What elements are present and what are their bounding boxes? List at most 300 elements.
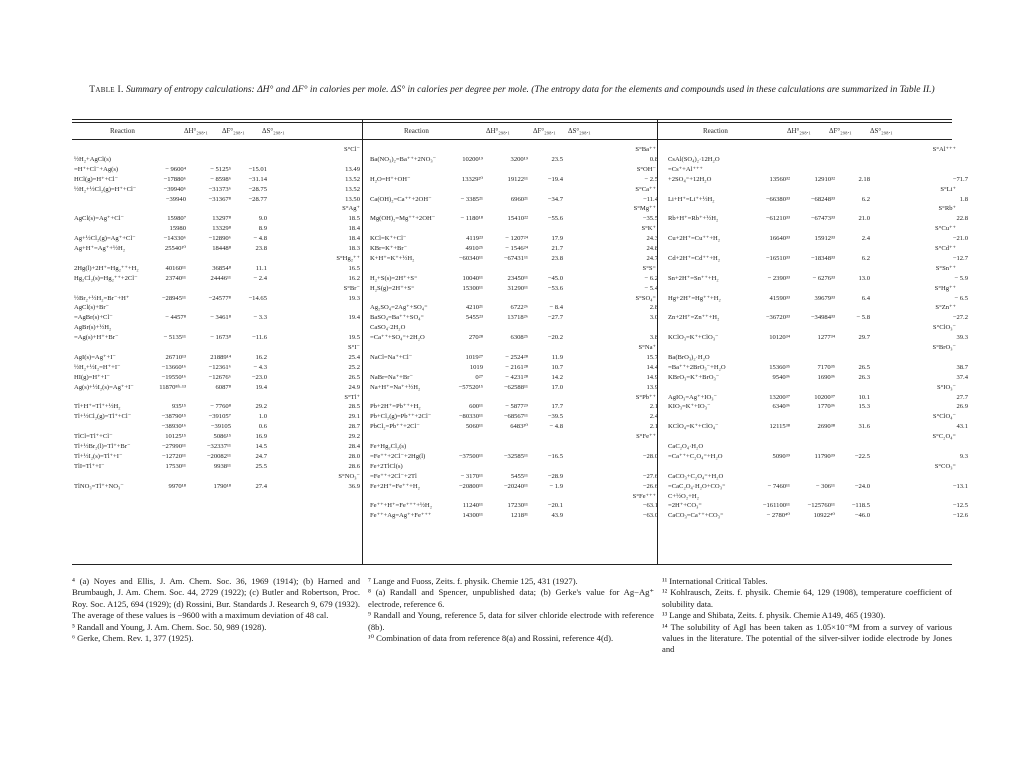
ion-entropy-cell: 26.5 xyxy=(348,373,360,381)
delta-f-cell: 15410²² xyxy=(507,215,528,223)
footnote: ¹² Kohlrausch, Zeits. f. physik. Chemie 64, 129 (1908), temperature coefficient of solubility data. xyxy=(662,587,952,609)
delta-f-cell: 13297⁸ xyxy=(212,215,231,223)
delta-s-cell: −55.6 xyxy=(547,215,563,223)
delta-s-cell: 15.3 xyxy=(858,403,870,411)
reaction-cell: Fe+2TlCl(s) xyxy=(370,462,403,470)
delta-f-cell: 6722²⁶ xyxy=(510,304,528,312)
delta-f-cell: − 1673⁸ xyxy=(210,334,231,342)
reaction-cell: AgCl(s)+Br⁻ xyxy=(74,304,110,312)
delta-s-cell: −118.5 xyxy=(851,502,870,510)
reaction-cell: K+H⁺=K⁺+½H₂ xyxy=(370,254,415,262)
ion-entropy-cell: 14.4 xyxy=(646,363,658,371)
ion-entropy-cell: 14.9 xyxy=(646,373,658,381)
ion-entropy-label: S°Ba⁺⁺ xyxy=(635,146,656,153)
ion-entropy-cell: −13.1 xyxy=(952,482,968,490)
delta-f-cell: 6308²⁵ xyxy=(510,334,528,342)
header-delta-h: ΔH°₂₉₈.₁ xyxy=(787,127,811,135)
delta-h-cell: 15300¹¹ xyxy=(462,284,483,292)
delta-s-cell: 11.1 xyxy=(255,264,267,272)
delta-h-cell: 5090³⁹ xyxy=(772,452,790,460)
reaction-cell: HCl(g)=H⁺+Cl⁻ xyxy=(74,175,119,183)
header-reaction: Reaction xyxy=(110,127,135,135)
delta-s-cell: − 8.4 xyxy=(549,304,563,312)
reaction-cell: CaCO₃=Ca⁺⁺+CO₃⁼ xyxy=(668,512,724,520)
delta-s-cell: 31.6 xyxy=(858,423,870,431)
header-delta-f: ΔF°₂₉₈.₁ xyxy=(222,127,245,135)
ion-entropy-label: S°K⁺ xyxy=(641,225,656,233)
delta-h-cell: − 9600⁴ xyxy=(165,165,186,173)
reaction-cell: CaC₂O₄·H₂O xyxy=(668,443,704,450)
reaction-cell: Li+H⁺=Li⁺+½H₂ xyxy=(668,195,715,203)
delta-h-cell: −20800¹¹ xyxy=(458,482,483,490)
delta-f-cell: 10200³⁷ xyxy=(814,393,835,401)
header-delta-h: ΔH°₂₉₈.₁ xyxy=(184,127,208,135)
delta-s-cell: 9.0 xyxy=(258,215,267,223)
reaction-cell: 2Hg(l)+2H⁺=Hg₂⁺⁺+H₂ xyxy=(74,264,139,272)
delta-s-cell: −39.5 xyxy=(547,413,563,421)
ion-entropy-cell: 29.2 xyxy=(348,433,360,441)
delta-s-cell: 8.9 xyxy=(258,225,267,233)
delta-h-cell: 23740¹¹ xyxy=(165,274,186,282)
delta-s-cell: 10.1 xyxy=(858,393,870,401)
reaction-cell: HI(g)=H⁺+I⁻ xyxy=(74,373,111,381)
delta-h-cell: − 7460¹¹ xyxy=(767,482,790,490)
delta-h-cell: 10125¹⁵ xyxy=(165,433,186,441)
delta-s-cell: − 4.3 xyxy=(253,363,267,371)
delta-f-cell: −12361⁶ xyxy=(208,363,231,371)
reaction-cell: CsAl(SO₄)₂·12H₂O xyxy=(668,155,720,163)
footnote: ⁹ Randall and Young, reference 5, data for silver chloride electrode with reference (8b). xyxy=(368,610,654,632)
delta-h-cell: −16510³³ xyxy=(765,254,790,262)
table-bottom-rule xyxy=(72,564,952,565)
delta-f-cell: 1218³¹ xyxy=(510,512,528,520)
delta-f-cell: 3200¹⁹ xyxy=(510,155,528,163)
header-reaction: Reaction xyxy=(404,127,429,135)
reaction-cell: =Ca⁺⁺+SO₄⁼+2H₂O xyxy=(370,334,425,342)
delta-f-cell: −12676⁶ xyxy=(208,373,231,381)
delta-s-cell: −23.0 xyxy=(251,373,267,381)
delta-h-cell: −60340¹¹ xyxy=(458,254,483,262)
delta-f-cell: − 2161²⁸ xyxy=(505,363,528,371)
ion-entropy-cell: 18.4 xyxy=(348,235,360,243)
delta-s-cell: −20.1 xyxy=(547,502,563,510)
delta-f-cell: −67431¹¹ xyxy=(503,254,528,262)
delta-s-cell: 23.8 xyxy=(551,254,563,262)
delta-s-cell: − 3.3 xyxy=(253,314,267,322)
header-reaction: Reaction xyxy=(703,127,728,135)
delta-s-cell: −20.2 xyxy=(547,334,563,342)
ion-entropy-cell: − 6.5 xyxy=(954,294,968,302)
delta-h-cell: 5060¹¹ xyxy=(465,423,483,431)
delta-s-cell: 26.3 xyxy=(858,373,870,381)
delta-h-cell: 12115³⁸ xyxy=(769,423,790,431)
delta-h-cell: 9540³⁶ xyxy=(772,373,790,381)
reaction-cell: Sn+2H⁺=Sn⁺⁺+H₂ xyxy=(668,274,719,282)
delta-h-cell: 15360³⁵ xyxy=(769,363,790,371)
delta-h-cell: 935¹⁵ xyxy=(171,403,186,411)
delta-h-cell: − 4457⁸ xyxy=(165,314,186,322)
delta-f-cell: 31290¹¹ xyxy=(507,284,528,292)
footnote: ¹¹ International Critical Tables. xyxy=(662,576,768,586)
ion-entropy-cell: 16.5 xyxy=(348,264,360,272)
reaction-cell: =Fe⁺⁺+2Cl⁻+2Tl xyxy=(370,472,417,480)
delta-s-cell: −34.7 xyxy=(547,195,563,203)
ion-entropy-cell: 18.5 xyxy=(348,215,360,223)
ion-entropy-cell: −11.4 xyxy=(642,195,658,203)
reaction-cell: Fe⁺⁺+H⁺=Fe⁺⁺⁺+½H₂ xyxy=(370,502,432,510)
ion-entropy-cell: 28.6 xyxy=(348,462,360,470)
delta-s-cell: 17.9 xyxy=(551,235,563,243)
delta-s-cell: − 1.9 xyxy=(549,482,563,490)
delta-f-cell: 23450¹¹ xyxy=(507,274,528,282)
delta-h-cell: 16640³³ xyxy=(769,235,790,243)
ion-entropy-cell: 1.8 xyxy=(959,195,968,203)
ion-entropy-cell: −27.2 xyxy=(952,314,968,322)
ion-entropy-cell: 25.2 xyxy=(348,363,360,371)
table-header-rule xyxy=(72,139,952,140)
reaction-cell: TlNO₃=Tl⁺+NO₃⁻ xyxy=(74,482,124,490)
reaction-cell: Ag+H⁺=Ag⁺+½H₂ xyxy=(74,245,126,252)
delta-s-cell: −45.0 xyxy=(547,274,563,282)
ion-entropy-label: S°Rb⁺ xyxy=(938,205,956,213)
footnotes-col-3 xyxy=(662,576,952,656)
delta-s-cell: 10.7 xyxy=(551,363,563,371)
delta-f-cell: −20240¹¹ xyxy=(503,482,528,490)
delta-s-cell: 23.8 xyxy=(255,245,267,252)
ion-entropy-cell: 13.52 xyxy=(345,175,360,183)
ion-entropy-label: S°ClO₃⁻ xyxy=(932,324,956,332)
delta-f-cell: 11790³⁹ xyxy=(814,452,835,460)
delta-f-cell: − 3461⁸ xyxy=(210,314,231,322)
ion-entropy-cell: 2.1 xyxy=(649,423,658,431)
reaction-cell: Pb+Cl₂(g)=Pb⁺⁺+2Cl⁻ xyxy=(370,413,432,421)
reaction-cell: Zn+2H⁺=Zn⁺⁺+H₂ xyxy=(668,314,720,322)
delta-f-cell: 1770³⁶ xyxy=(817,403,835,411)
delta-h-cell: 17530¹¹ xyxy=(165,462,186,470)
header-delta-f: ΔF°₂₉₈.₁ xyxy=(829,127,852,135)
delta-h-cell: 600¹¹ xyxy=(469,403,483,411)
reaction-cell: Fe⁺⁺+Ag=Ag⁺+Fe⁺⁺⁺ xyxy=(370,512,432,520)
delta-s-cell: −24.0 xyxy=(854,482,870,490)
ion-entropy-label: S°Hg₂⁺⁺ xyxy=(336,254,360,262)
delta-h-cell: 10200¹⁹ xyxy=(462,155,483,163)
delta-h-cell: 13329²⁰ xyxy=(461,175,483,183)
reaction-cell: =AgBr(s)+Cl⁻ xyxy=(74,314,113,322)
delta-h-cell: 0²⁷ xyxy=(475,373,483,381)
reaction-cell: Fe+2H⁺=Fe⁺⁺+H₂ xyxy=(370,482,420,490)
ion-entropy-cell: 9.3 xyxy=(959,452,968,460)
ion-entropy-label: S°Ca⁺⁺ xyxy=(635,185,656,193)
reaction-cell: Na+H⁺=Na⁺+½H₂ xyxy=(370,383,421,391)
reaction-cell: Tl+½I₂(s)=Tl⁺+I⁻ xyxy=(74,452,123,460)
delta-s-cell: −19.4 xyxy=(547,175,563,183)
delta-s-cell: 23.5 xyxy=(551,155,563,163)
delta-h-cell: −37500¹¹ xyxy=(458,452,483,460)
ion-entropy-cell: 29.1 xyxy=(348,413,360,421)
delta-f-cell: 19122¹¹ xyxy=(507,175,528,183)
delta-h-cell: 15980 xyxy=(169,225,186,233)
delta-h-cell: 11240¹¹ xyxy=(462,502,483,510)
reaction-cell: ½H₂+½I₂=H⁺+I⁻ xyxy=(74,363,121,371)
ion-entropy-cell: 28.5 xyxy=(348,403,360,411)
delta-f-cell: − 8598⁶ xyxy=(210,175,231,183)
delta-h-cell: 5455²³ xyxy=(465,314,483,322)
delta-s-cell: − 4.8 xyxy=(253,235,267,243)
ion-entropy-cell: 26.9 xyxy=(956,403,968,411)
reaction-cell: ½Br₂+½H₂=Br⁻+H⁺ xyxy=(74,294,130,302)
ion-entropy-cell: 18.4 xyxy=(348,225,360,233)
delta-f-cell: 7170³⁵ xyxy=(817,363,835,371)
delta-s-cell: 43.9 xyxy=(551,512,563,520)
delta-f-cell: − 7760⁸ xyxy=(210,403,231,411)
delta-s-cell: 21.7 xyxy=(551,245,563,252)
delta-f-cell: − 1546²⁴ xyxy=(505,245,528,252)
delta-f-cell: −67473³³ xyxy=(810,215,835,223)
header-delta-s: ΔS°₂₉₈.₁ xyxy=(568,127,591,135)
reaction-cell: H₂S(g)=2H⁺+S⁼ xyxy=(370,284,415,292)
reaction-cell: Pb+2H⁺=Pb⁺⁺+H₂ xyxy=(370,403,421,411)
reaction-cell: KIO₃=K⁺+IO₃⁻ xyxy=(668,403,711,411)
ion-entropy-cell: 2.1 xyxy=(649,403,658,411)
ion-entropy-label: S°Fe⁺⁺⁺ xyxy=(632,492,656,500)
ion-entropy-cell: − 6.2 xyxy=(644,274,658,282)
ion-entropy-cell: 3.8 xyxy=(649,334,658,342)
delta-f-cell: 5086¹⁵ xyxy=(213,433,231,441)
ion-entropy-label: S°Li⁺ xyxy=(940,185,956,193)
delta-f-cell: 10922⁴⁰ xyxy=(813,512,835,520)
delta-h-cell: −14330⁶ xyxy=(163,235,186,243)
reaction-cell: =CaC₂O₄·H₂O+CO₃⁼ xyxy=(668,482,726,490)
delta-s-cell: −28.75 xyxy=(248,185,267,193)
delta-f-cell: − 1207²⁴ xyxy=(505,235,528,243)
footnote: ⁴ (a) Noyes and Ellis, J. Am. Chem. Soc. 36, 1969 (1914); (b) Harned and Brumbaugh, J. Am. Chem. Soc. 44, 2729 (1922); (c) Butler and Robertson, Proc. Roy. Soc. A125, 694 (1929); (d) Rossini, Bur. Standards J. Research 9, 679 (1932). The average of these values is −9600 with a maximum deviation of 48 cal. xyxy=(72,576,360,621)
reaction-cell: =Ca⁺⁺+C₂O₄⁼+H₂O xyxy=(668,452,723,460)
delta-s-cell: 6.2 xyxy=(861,195,870,203)
footnote: ⁸ (a) Randall and Spencer, unpublished data; (b) Gerke's value for Ag−Ag⁺ electrode, reference 6. xyxy=(368,587,654,609)
delta-h-cell: 26710¹³ xyxy=(165,353,186,361)
delta-s-cell: − 2.4 xyxy=(253,274,267,282)
ion-entropy-label: S°Ag⁺ xyxy=(342,205,360,213)
delta-h-cell: −38930¹⁶ xyxy=(161,423,186,431)
footnotes-col-1 xyxy=(72,576,360,644)
delta-h-cell: 4119²³ xyxy=(466,235,483,243)
reaction-cell: CaSO₄·2H₂O xyxy=(370,324,406,332)
table-caption xyxy=(72,84,952,96)
ion-entropy-cell: 28.7 xyxy=(348,423,360,431)
delta-s-cell: −46.0 xyxy=(854,512,870,520)
delta-s-cell: 11.9 xyxy=(551,353,563,361)
ion-entropy-label: S°BrO₃⁻ xyxy=(932,344,956,351)
delta-f-cell: 15912³³ xyxy=(814,235,835,243)
ion-entropy-cell: 27.7 xyxy=(956,393,968,401)
delta-h-cell: 40160¹¹ xyxy=(165,264,186,272)
reaction-cell: Ba(NO₃)₂=Ba⁺⁺+2NO₃⁻ xyxy=(370,155,437,163)
table-label: Table I. xyxy=(89,85,124,95)
delta-f-cell: 1277³⁴ xyxy=(817,334,835,342)
ion-entropy-cell: 22.8 xyxy=(956,215,968,223)
delta-s-cell: 25.5 xyxy=(255,462,267,470)
reaction-cell: =Ba⁺⁺+2BrO₃⁻+H₂O xyxy=(668,363,726,371)
delta-s-cell: 17.7 xyxy=(551,403,563,411)
reaction-cell: Tl+H⁺=Tl⁺+½H₂ xyxy=(74,403,121,411)
ion-entropy-cell: 24.9 xyxy=(348,383,360,391)
reaction-cell: BaSO₄=Ba⁺⁺+SO₄⁼ xyxy=(370,314,424,322)
ion-entropy-label: S°S⁼ xyxy=(642,264,656,272)
delta-f-cell: −31367⁸ xyxy=(208,195,231,203)
ion-entropy-cell: − 5.9 xyxy=(954,274,968,282)
footnotes-col-2 xyxy=(368,576,654,644)
reaction-cell: =Cs⁺+Al⁺⁺⁺ xyxy=(668,165,703,173)
ion-entropy-cell: −26.6 xyxy=(642,482,658,490)
footnote: ⁶ Gerke, Chem. Rev. 1, 377 (1925). xyxy=(72,633,194,644)
delta-s-cell: −28.9 xyxy=(547,472,563,480)
reaction-cell: =Ag(s)+H⁺+Br⁻ xyxy=(74,334,119,342)
reaction-cell: KCl=K⁺+Cl⁻ xyxy=(370,235,407,243)
ion-entropy-cell: −63.0 xyxy=(642,512,658,520)
table-top-rule xyxy=(72,119,952,120)
ion-entropy-cell: −71.7 xyxy=(952,175,968,183)
delta-h-cell: −161100¹¹ xyxy=(762,502,790,510)
ion-entropy-cell: 38.7 xyxy=(956,363,968,371)
reaction-cell: Ba(BrO₃)₂·H₂O xyxy=(668,353,710,361)
footnote: ¹⁰ Combination of data from reference 8(a) and Rossini, reference 4(d). xyxy=(368,633,614,644)
delta-h-cell: − 5135¹¹ xyxy=(163,334,186,342)
reaction-cell: Tl+½Br₂(l)=Tl⁺+Br⁻ xyxy=(74,443,131,450)
ion-entropy-cell: 13.52 xyxy=(345,185,360,193)
reaction-cell: AgI(s)=Ag⁺+I⁻ xyxy=(74,353,116,361)
ion-entropy-cell: 24.8 xyxy=(646,245,658,252)
delta-f-cell: −32585¹¹ xyxy=(503,452,528,460)
reaction-cell: Rb+H⁺=Rb⁺+½H₂ xyxy=(668,215,719,223)
ion-entropy-label: S°Pb⁺⁺ xyxy=(635,393,656,401)
reaction-cell: KBrO₃=K⁺+BrO₃⁻ xyxy=(668,373,720,381)
header-delta-f: ΔF°₂₉₈.₁ xyxy=(533,127,556,135)
delta-f-cell: −68567¹¹ xyxy=(503,413,528,421)
delta-h-cell: 10120³⁴ xyxy=(769,334,790,342)
delta-f-cell: −62588¹¹ xyxy=(503,383,528,391)
ion-entropy-cell: 43.1 xyxy=(956,423,968,431)
ion-entropy-label: S°OH⁻ xyxy=(636,165,656,173)
delta-s-cell: −53.6 xyxy=(547,284,563,292)
ion-entropy-label: S°Tl⁺ xyxy=(344,393,360,401)
delta-f-cell: 13329⁸ xyxy=(212,225,231,233)
ion-entropy-cell: 13.9 xyxy=(646,383,658,391)
table-caption-text: Summary of entropy calculations: ΔH° and ΔF° in calories per mole. ΔS° in calories per degree per mole. (The entropy data for the elements and compounds used in these calculations are summarized in Table II.) xyxy=(126,85,935,95)
delta-f-cell: −125760¹¹ xyxy=(807,502,835,510)
delta-f-cell: −39105 xyxy=(210,423,231,431)
delta-f-cell: 18448⁸ xyxy=(212,245,231,252)
delta-f-cell: −20082¹¹ xyxy=(206,452,231,460)
delta-h-cell: −66380³³ xyxy=(765,195,790,203)
ion-entropy-cell: −12.7 xyxy=(952,254,968,262)
delta-f-cell: 9938¹¹ xyxy=(213,462,231,470)
delta-s-cell: 26.5 xyxy=(858,363,870,371)
ion-entropy-label: S°Na⁺ xyxy=(638,344,656,351)
footnote: ⁷ Lange and Fuoss, Zeits. f. physik. Chemie 125, 431 (1927). xyxy=(368,576,578,586)
delta-h-cell: −13660¹⁶ xyxy=(161,363,186,371)
delta-s-cell: −31.14 xyxy=(248,175,267,183)
delta-s-cell: −14.65 xyxy=(248,294,267,302)
reaction-cell: Ag+½Cl₂(g)=Ag⁺+Cl⁻ xyxy=(74,235,136,243)
delta-h-cell: 14300¹¹ xyxy=(462,512,483,520)
reaction-cell: Ag(s)+½I₂(s)=Ag⁺+I⁻ xyxy=(74,383,134,391)
reaction-cell: Ag₂SO₄=2Ag⁺+SO₄⁼ xyxy=(370,304,428,312)
delta-f-cell: −12890⁶ xyxy=(208,235,231,243)
delta-s-cell: 16.2 xyxy=(255,353,267,361)
reaction-cell: Fe+Hg₂Cl₂(s) xyxy=(370,443,407,450)
ion-entropy-cell: 2.4 xyxy=(649,413,658,421)
ion-entropy-cell: −35.5 xyxy=(642,215,658,223)
delta-s-cell: −11.6 xyxy=(251,334,267,342)
delta-s-cell: −22.5 xyxy=(854,452,870,460)
ion-entropy-cell: −27.6 xyxy=(642,472,658,480)
delta-s-cell: 13.0 xyxy=(858,274,870,282)
footnote: ¹⁴ The solubility of AgI has been taken as 1.05×10⁻⁸M from a survey of various values in the literature. The potential of the silver-silver iodide electrode by Jones and xyxy=(662,621,952,655)
ion-entropy-cell: − 5.4 xyxy=(644,284,658,292)
ion-entropy-label: S°Sn⁺⁺ xyxy=(935,264,956,272)
ion-entropy-cell: −12.5 xyxy=(952,502,968,510)
header-delta-s: ΔS°₂₉₈.₁ xyxy=(262,127,285,135)
delta-s-cell: − 5.8 xyxy=(856,314,870,322)
delta-h-cell: 1019 xyxy=(469,363,483,371)
reaction-cell: AgIO₃=Ag⁺+IO₃⁻ xyxy=(668,393,718,401)
delta-f-cell: − 2524²⁸ xyxy=(505,353,528,361)
ion-entropy-cell: 19.5 xyxy=(348,334,360,342)
delta-h-cell: − 2390³³ xyxy=(767,274,790,282)
delta-h-cell: −27990¹¹ xyxy=(161,443,186,450)
ion-entropy-cell: 16.2 xyxy=(348,274,360,282)
delta-h-cell: −39940⁶ xyxy=(163,185,186,193)
delta-h-cell: 13200³⁷ xyxy=(769,393,790,401)
delta-s-cell: 2.4 xyxy=(861,235,870,243)
ion-entropy-cell: −21.0 xyxy=(952,235,968,243)
delta-s-cell: 14.5 xyxy=(255,443,267,450)
reaction-cell: KClO₄=K⁺+ClO₄⁻ xyxy=(668,423,719,431)
reaction-cell: CaCO₃+C₂O₄⁼+H₂O xyxy=(668,472,724,480)
delta-f-cell: 6960²¹ xyxy=(510,195,528,203)
ion-entropy-cell: 3.0 xyxy=(649,314,658,322)
delta-f-cell: − 5125⁵ xyxy=(210,165,231,173)
reaction-cell: Hg₂Cl₂(s)=Hg₂⁺⁺+2Cl⁻ xyxy=(74,274,138,282)
reaction-cell: AgBr(s)+½H₂ xyxy=(74,324,112,332)
ion-entropy-cell: 37.4 xyxy=(956,373,968,381)
ion-entropy-cell: −28.0 xyxy=(642,452,658,460)
delta-h-cell: 4210²¹ xyxy=(465,304,483,312)
delta-h-cell: − 2780⁴⁰ xyxy=(766,512,790,520)
delta-h-cell: − 3170¹¹ xyxy=(460,472,483,480)
delta-h-cell: −39940 xyxy=(165,195,186,203)
ion-entropy-label: S°Al⁺⁺⁺ xyxy=(932,146,956,153)
reaction-cell: AgCl(s)=Ag⁺+Cl⁻ xyxy=(74,215,124,223)
reaction-cell: NaBr=Na⁺+Br⁻ xyxy=(370,373,413,381)
delta-s-cell: 29.2 xyxy=(255,403,267,411)
ion-entropy-label: S°Zn⁺⁺ xyxy=(935,304,956,312)
header-delta-s: ΔS°₂₉₈.₁ xyxy=(870,127,893,135)
delta-s-cell: 27.4 xyxy=(255,482,267,490)
delta-f-cell: 24446¹¹ xyxy=(210,274,231,282)
ion-entropy-label: S°ClO₄⁻ xyxy=(932,413,956,421)
delta-f-cell: − 4231²⁸ xyxy=(505,373,528,381)
delta-s-cell: −16.5 xyxy=(547,452,563,460)
ion-entropy-cell: −63.1 xyxy=(642,502,658,510)
delta-h-cell: −36720³³ xyxy=(765,314,790,322)
reaction-cell: ½H₂+½Cl₂(g)=H⁺+Cl⁻ xyxy=(74,185,137,193)
ion-entropy-cell: 24.7 xyxy=(646,254,658,262)
ion-entropy-label: S°Mg⁺⁺ xyxy=(633,205,656,213)
delta-f-cell: 21889¹⁴ xyxy=(210,353,231,361)
ion-entropy-label: S°I⁻ xyxy=(348,344,360,351)
ion-entropy-cell: 19.3 xyxy=(348,294,360,302)
